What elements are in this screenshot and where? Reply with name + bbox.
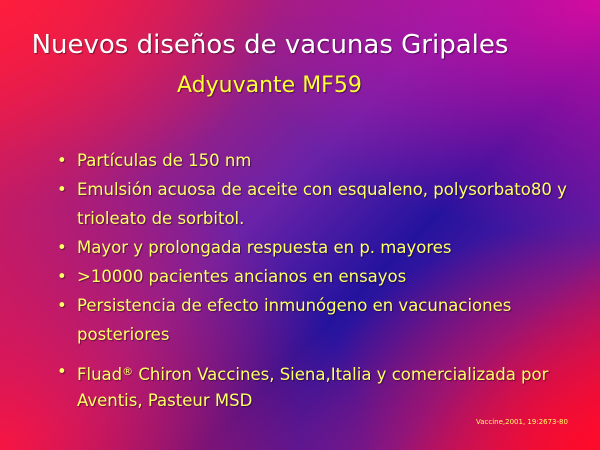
slide-title: Nuevos diseños de vacunas Gripales (31, 30, 509, 60)
bullet-text: Chiron Vaccines, Siena,Italia y comercializada por Aventis, Pasteur MSD (77, 365, 549, 410)
brand-name: Fluad (77, 365, 123, 384)
registered-mark: ® (122, 365, 134, 378)
citation: Vaccine,2001, 19:2673-80 (476, 418, 568, 426)
bullet-dot: • (57, 151, 67, 170)
bullet-text: Persistencia de efecto inmunógeno en vacunaciones posteriores (77, 296, 512, 344)
bullet-text: >10000 pacientes ancianos en ensayos (77, 267, 407, 286)
slide-subtitle: Adyuvante MF59 (177, 73, 362, 98)
bullet-text: Mayor y prolongada respuesta en p. mayores (77, 238, 452, 257)
bullet-dot: • (57, 362, 67, 381)
bullet-item (53, 233, 573, 262)
bullet-item (53, 359, 573, 414)
bullet-text: Emulsión acuosa de aceite con esqualeno, polysorbato80 y trioleato de sorbitol. (77, 180, 567, 228)
bullet-text: Partículas de 150 nm (77, 151, 252, 170)
bullet-item (53, 146, 573, 175)
bullet-dot: • (57, 296, 67, 315)
bullet-item (53, 262, 573, 291)
bullet-dot: • (57, 238, 67, 257)
bullet-dot: • (57, 180, 67, 199)
bullet-dot: • (57, 267, 67, 286)
bullet-item (53, 175, 573, 233)
bullet-item (53, 291, 573, 349)
bullet-list (53, 146, 573, 414)
